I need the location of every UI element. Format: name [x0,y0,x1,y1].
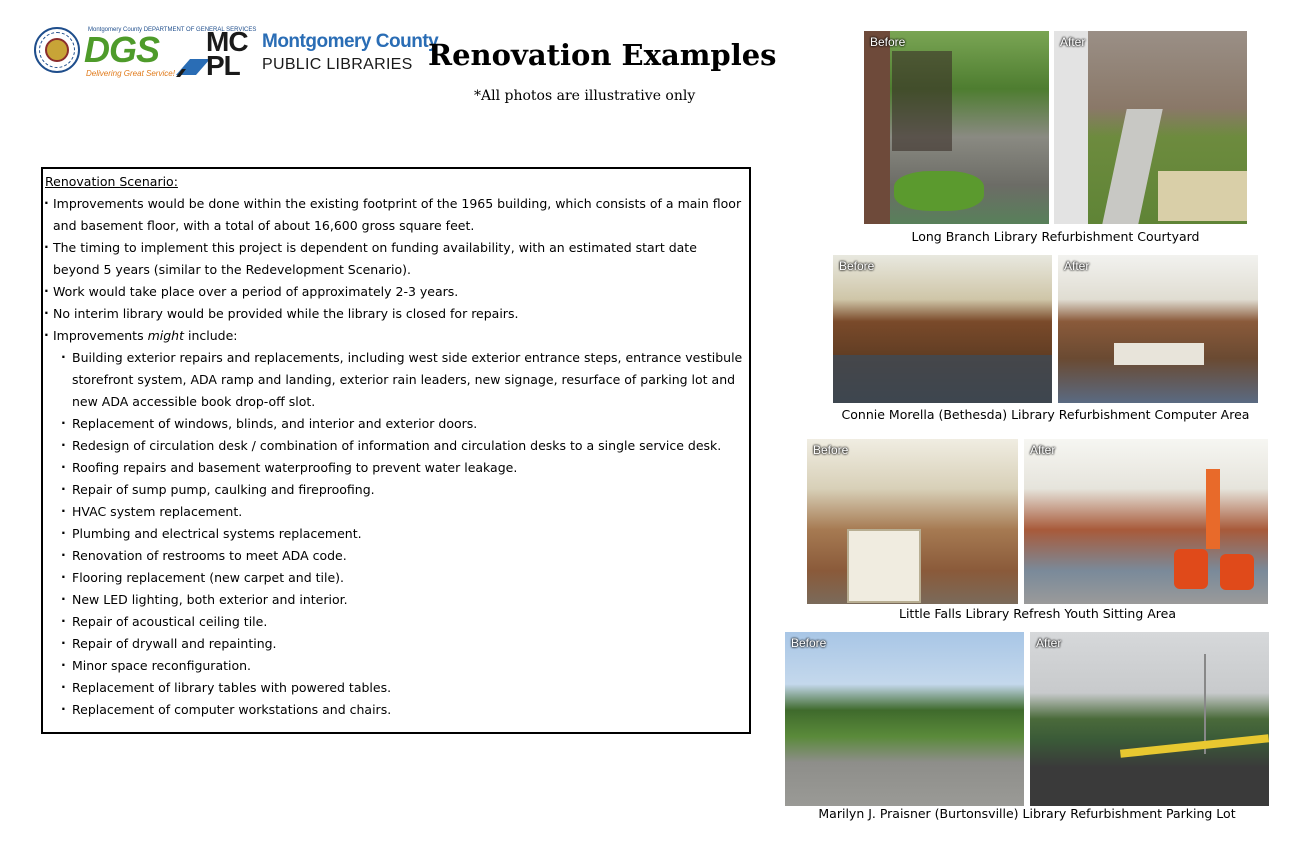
before-label: Before [839,259,875,273]
list-item: . No interim library would be provided while the library is closed for repairs. [43,303,743,325]
before-label: Before [791,636,827,650]
sub-list-item: . Renovation of restrooms to meet ADA code. [43,545,743,567]
page-subtitle: *All photos are illustrative only [474,88,696,104]
little-falls-after-photo [1024,439,1268,604]
list-item: . Work would take place over a period of approximately 2-3 years. [43,281,743,303]
sub-list-item: . Replacement of windows, blinds, and interior and exterior doors. [43,413,743,435]
list-item-improvements: . Improvements might include: [43,325,743,347]
sub-list-item: . Roofing repairs and basement waterproofing to prevent water leakage. [43,457,743,479]
photo-caption-connie-morella: Connie Morella (Bethesda) Library Refurbishment Computer Area [841,407,1250,422]
long-branch-after-photo [1054,31,1247,224]
header-logos [34,26,439,83]
after-label: After [1060,35,1086,49]
sub-list-item: . New LED lighting, both exterior and interior. [43,589,743,611]
mcpl-logo-mc: MC [206,26,248,57]
mcpl-slash-icon [176,55,210,77]
emphasis-might: might [147,328,184,343]
sub-list-item: . Flooring replacement (new carpet and tile). [43,567,743,589]
list-item: . The timing to implement this project is dependent on funding availability, with an estimated start date beyond 5 years (similar to the Redevelopment Scenario). [43,237,743,281]
dgs-logo-tagline: Delivering Great Service! [86,69,175,78]
sub-list-item: . Repair of acoustical ceiling tile. [43,611,743,633]
dgs-logo-mark: DGS [84,29,160,70]
after-label: After [1064,259,1090,273]
scenario-list [43,193,743,721]
sub-list-item: . Replacement of computer workstations and chairs. [43,699,743,721]
photo-caption-little-falls: Little Falls Library Refresh Youth Sitting Area [899,606,1176,621]
connie-morella-before-photo [833,255,1052,403]
page-title: Renovation Examples [428,38,777,72]
scenario-heading: Renovation Scenario: [45,174,178,189]
after-label: After [1036,636,1062,650]
mcpl-name-line1: Montgomery County [262,31,439,52]
mcpl-name-line2: PUBLIC LIBRARIES [262,56,413,73]
little-falls-before-photo [807,439,1018,604]
after-label: After [1030,443,1056,457]
long-branch-before-photo [864,31,1049,224]
dgs-logo-top-text: Montgomery County DEPARTMENT OF GENERAL SERVICES [88,27,257,33]
before-label: Before [813,443,849,457]
renovation-scenario-box [41,167,751,734]
county-seal-logo [34,27,80,73]
mcpl-logo [176,26,439,81]
sub-list-item: . Replacement of library tables with powered tables. [43,677,743,699]
praisner-before-photo [785,632,1024,806]
sub-list-item: . Repair of sump pump, caulking and fireproofing. [43,479,743,501]
connie-morella-after-photo [1058,255,1258,403]
sub-list-item: . Repair of drywall and repainting. [43,633,743,655]
praisner-after-photo [1030,632,1269,806]
mcpl-logo-pl: PL [206,50,240,81]
sub-list-item: . Building exterior repairs and replacements, including west side exterior entrance steps, entrance vestibule storefront system, ADA ramp and landing, exterior rain leaders, new signage, resurface of parking lot and new ADA accessible book drop-off slot. [43,347,743,413]
sub-list-item: . Minor space reconfiguration. [43,655,743,677]
list-item: . Improvements would be done within the existing footprint of the 1965 building, which consists of a main floor and basement floor, with a total of about 16,600 gross square feet. [43,193,743,237]
photo-caption-praisner: Marilyn J. Praisner (Burtonsville) Library Refurbishment Parking Lot [818,806,1236,821]
sub-list-item: . Redesign of circulation desk / combination of information and circulation desks to a single service desk. [43,435,743,457]
before-label: Before [870,35,906,49]
sub-list-item: . Plumbing and electrical systems replacement. [43,523,743,545]
sub-list-item: . HVAC system replacement. [43,501,743,523]
photo-caption-long-branch: Long Branch Library Refurbishment Courtyard [911,229,1200,244]
